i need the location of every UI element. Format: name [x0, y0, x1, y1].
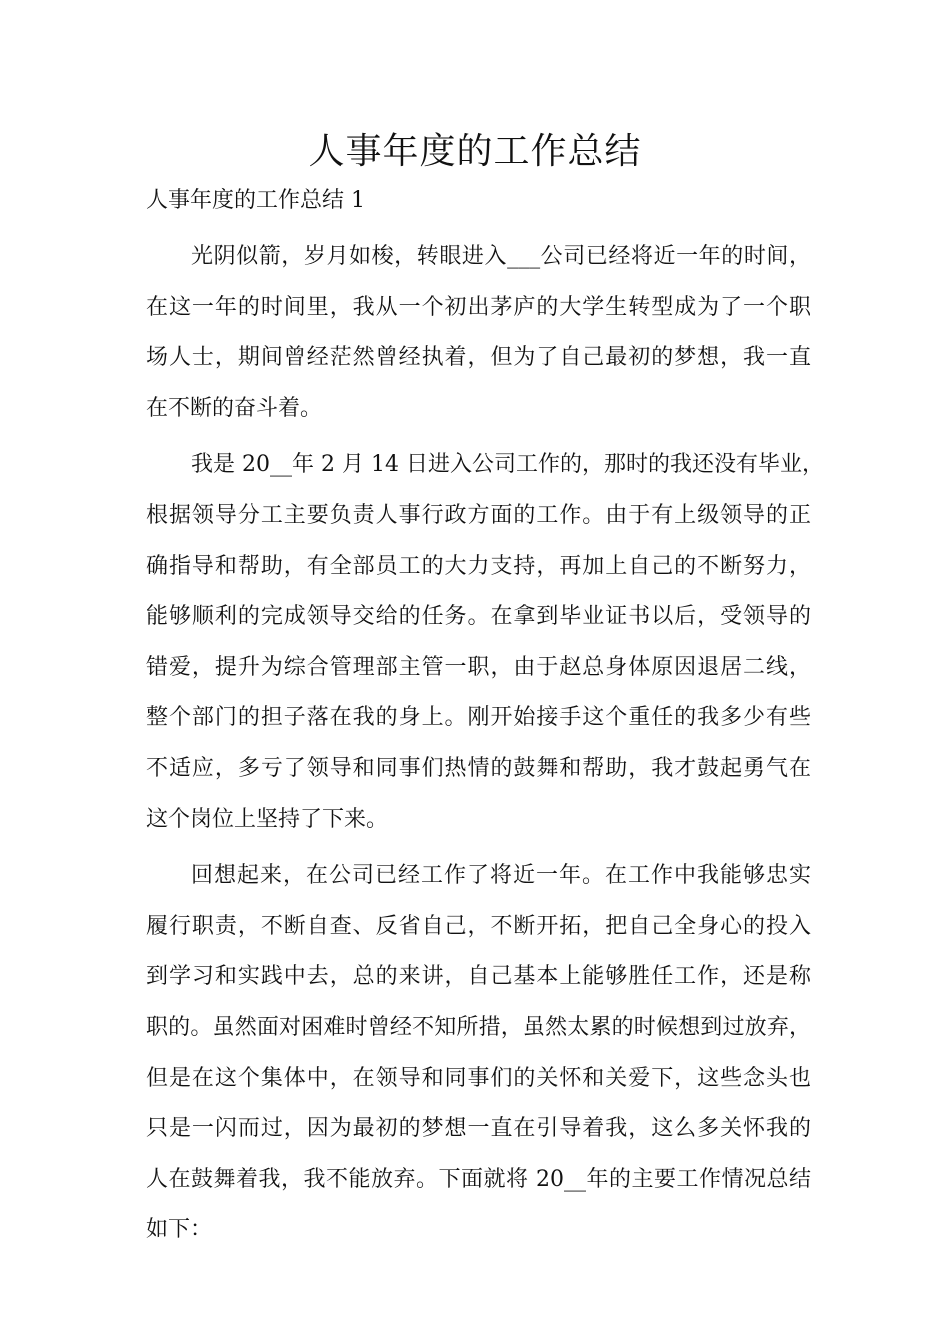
document-title: 人事年度的工作总结	[308, 131, 642, 172]
paragraph-line: 这个岗位上坚持了下来。	[146, 806, 389, 832]
paragraph-line: 履行职责，不断自查、反省自己，不断开拓，把自己全身心的投入	[146, 913, 811, 939]
paragraph-line: 到学习和实践中去，总的来讲，自己基本上能够胜任工作，还是称	[146, 964, 811, 990]
section-heading: 人事年度的工作总结 1	[146, 188, 365, 213]
paragraph-line: 整个部门的担子落在我的身上。刚开始接手这个重任的我多少有些	[146, 705, 811, 731]
paragraph-1	[146, 232, 811, 434]
paragraph-line: 场人士，期间曾经茫然曾经执着，但为了自己最初的梦想，我一直	[146, 345, 811, 371]
paragraph-line: 能够顺利的完成领导交给的任务。在拿到毕业证书以后，受领导的	[146, 604, 811, 630]
paragraph-line: 只是一闪而过，因为最初的梦想一直在引导着我，这么多关怀我的	[146, 1116, 811, 1142]
paragraph-line: 在不断的奋斗着。	[146, 395, 323, 421]
paragraph-line: 我是 20__年 2 月 14 日进入公司工作的，那时的我还没有毕业，	[191, 452, 824, 478]
paragraph-line: 不适应，多亏了领导和同事们热情的鼓舞和帮助，我才鼓起勇气在	[146, 755, 811, 781]
paragraph-line: 但是在这个集体中，在领导和同事们的关怀和关爱下，这些念头也	[146, 1065, 811, 1091]
paragraph-line: 在这一年的时间里，我从一个初出茅庐的大学生转型成为了一个职	[146, 294, 811, 320]
document-body	[146, 232, 824, 1262]
paragraph-2	[146, 440, 824, 845]
paragraph-line: 人在鼓舞着我，我不能放弃。下面就将 20__年的主要工作情况总结	[146, 1166, 811, 1192]
paragraph-line: 回想起来，在公司已经工作了将近一年。在工作中我能够忠实	[191, 863, 811, 889]
paragraph-line: 根据领导分工主要负责人事行政方面的工作。由于有上级领导的正	[146, 502, 811, 528]
paragraph-line: 如下：	[146, 1217, 213, 1243]
paragraph-line: 光阴似箭，岁月如梭，转眼进入___公司已经将近一年的时间，	[191, 244, 811, 269]
paragraph-3	[146, 851, 811, 1256]
paragraph-line: 错爱，提升为综合管理部主管一职，由于赵总身体原因退居二线，	[146, 654, 811, 680]
paragraph-line: 职的。虽然面对困难时曾经不知所措，虽然太累的时候想到过放弃，	[146, 1014, 811, 1040]
paragraph-line: 确指导和帮助，有全部员工的大力支持，再加上自己的不断努力，	[146, 553, 811, 579]
